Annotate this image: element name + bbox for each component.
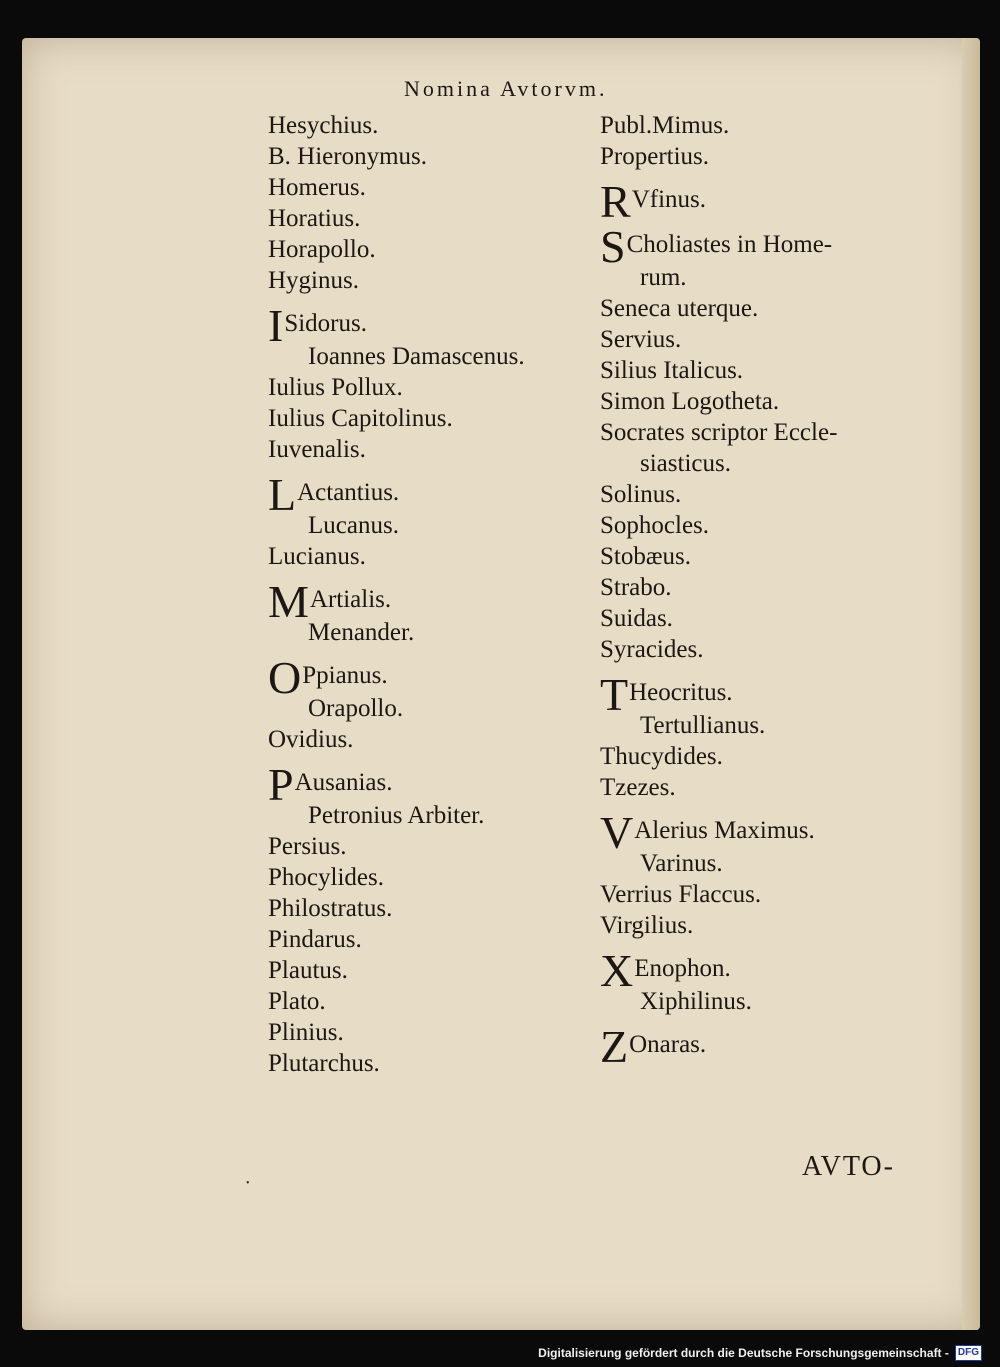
drop-initial: M	[268, 576, 309, 627]
author-name: Strabo.	[600, 574, 672, 601]
author-name: Publ.Mimus.	[600, 112, 730, 139]
author-name: Philostratus.	[268, 895, 393, 922]
drop-initial: Z	[600, 1021, 629, 1072]
author-entry	[600, 910, 930, 941]
section-start-entry	[600, 221, 930, 272]
author-entry	[268, 1048, 598, 1079]
author-entry	[268, 924, 598, 955]
author-name: Horapollo.	[268, 236, 376, 263]
author-entry	[268, 203, 598, 234]
author-name: Pindarus.	[268, 926, 362, 953]
page-header: Nomina Avtorvm.	[404, 76, 608, 101]
author-name: Xiphilinus.	[640, 988, 752, 1015]
author-name: Ppianus.	[302, 662, 388, 689]
author-name: Ioannes Damascenus.	[308, 343, 525, 370]
author-entry-continuation	[600, 710, 930, 741]
section-start-entry	[268, 300, 598, 351]
author-entry	[268, 862, 598, 893]
author-entry-continuation	[268, 800, 598, 831]
author-entry	[600, 324, 930, 355]
drop-initial: L	[268, 469, 297, 520]
section-start-entry	[600, 1021, 930, 1072]
author-name: Thucydides.	[600, 743, 723, 770]
ink-dot: •	[246, 1178, 250, 1189]
drop-initial: O	[268, 652, 302, 703]
author-entry-continuation	[268, 693, 598, 724]
section-start-entry	[268, 469, 598, 520]
author-name: Sophocles.	[600, 512, 710, 539]
author-entry	[268, 110, 598, 141]
author-entry	[268, 986, 598, 1017]
author-name: Socrates scriptor Eccle-	[600, 419, 838, 446]
author-name: Simon Logotheta.	[600, 388, 780, 415]
author-entry	[268, 724, 598, 755]
author-name: Tertullianus.	[640, 712, 766, 739]
author-name: Iulius Capitolinus.	[268, 405, 453, 432]
author-entry	[600, 479, 930, 510]
author-entry	[268, 372, 598, 403]
author-entry	[600, 634, 930, 665]
author-name: Servius.	[600, 326, 682, 353]
author-name: Hesychius.	[268, 112, 379, 139]
author-entry-continuation	[268, 510, 598, 541]
author-name: Silius Italicus.	[600, 357, 744, 384]
author-name: Heocritus.	[629, 679, 733, 706]
author-name: Vfinus.	[631, 186, 706, 213]
drop-initial: X	[600, 945, 634, 996]
page-edge	[962, 38, 980, 1330]
author-name: Sidorus.	[284, 310, 367, 337]
author-name: Virgilius.	[600, 912, 694, 939]
catchword: AVTO-	[802, 1151, 895, 1182]
author-name: Lucianus.	[268, 543, 366, 570]
author-name: Petronius Arbiter.	[308, 802, 485, 829]
author-entry	[268, 141, 598, 172]
author-entry	[268, 831, 598, 862]
author-entry	[268, 172, 598, 203]
right-column	[600, 110, 930, 1072]
author-entry	[600, 110, 930, 141]
author-name: Solinus.	[600, 481, 682, 508]
author-name: Ovidius.	[268, 726, 354, 753]
author-entry	[600, 417, 930, 448]
section-start-entry	[600, 669, 930, 720]
drop-initial: S	[600, 221, 626, 272]
author-entry-continuation	[268, 617, 598, 648]
author-entry	[600, 741, 930, 772]
author-name: Tzezes.	[600, 774, 676, 801]
author-entry-continuation	[600, 448, 930, 479]
author-name: Stobæus.	[600, 543, 692, 570]
author-name: Horatius.	[268, 205, 361, 232]
author-name: Plutarchus.	[268, 1050, 380, 1077]
author-name: Propertius.	[600, 143, 710, 170]
author-entry	[600, 141, 930, 172]
author-entry	[600, 355, 930, 386]
author-name: Choliastes in Home-	[626, 231, 833, 258]
author-name: Hyginus.	[268, 267, 359, 294]
author-entry	[268, 403, 598, 434]
left-column	[268, 110, 598, 1079]
author-name: Orapollo.	[308, 695, 404, 722]
author-name: Phocylides.	[268, 864, 384, 891]
author-name: Iuvenalis.	[268, 436, 366, 463]
drop-initial: T	[600, 669, 629, 720]
section-start-entry	[268, 759, 598, 810]
drop-initial: V	[600, 807, 634, 858]
author-name: Plato.	[268, 988, 326, 1015]
author-entry	[268, 265, 598, 296]
author-name: Ausanias.	[294, 769, 393, 796]
author-name: Onaras.	[629, 1031, 707, 1058]
author-name: Homerus.	[268, 174, 366, 201]
author-name: Suidas.	[600, 605, 673, 632]
author-entry-continuation	[600, 848, 930, 879]
dfg-logo: DFG	[955, 1345, 982, 1361]
author-name: rum.	[640, 264, 687, 291]
section-start-entry	[600, 807, 930, 858]
author-name: Enophon.	[634, 955, 731, 982]
author-name: siasticus.	[640, 450, 731, 477]
author-name: Menander.	[308, 619, 415, 646]
author-name: Alerius Maximus.	[634, 817, 815, 844]
author-name: Persius.	[268, 833, 347, 860]
section-start-entry	[268, 652, 598, 703]
author-name: Lucanus.	[308, 512, 399, 539]
author-entry	[600, 572, 930, 603]
author-entry	[600, 386, 930, 417]
author-name: Syracides.	[600, 636, 704, 663]
author-entry	[600, 603, 930, 634]
author-name: Seneca uterque.	[600, 295, 759, 322]
author-entry	[600, 510, 930, 541]
section-start-entry	[600, 176, 930, 227]
author-entry	[268, 234, 598, 265]
author-name: B. Hieronymus.	[268, 143, 428, 170]
author-name: Plautus.	[268, 957, 348, 984]
author-entry	[600, 879, 930, 910]
section-start-entry	[268, 576, 598, 627]
author-entry	[268, 541, 598, 572]
author-name: Verrius Flaccus.	[600, 881, 762, 908]
author-name: Varinus.	[640, 850, 723, 877]
drop-initial: R	[600, 176, 631, 227]
author-entry-continuation	[600, 986, 930, 1017]
footer-credit	[538, 1342, 982, 1364]
author-entry-continuation	[268, 341, 598, 372]
drop-initial: I	[268, 300, 284, 351]
author-entry	[600, 293, 930, 324]
section-start-entry	[600, 945, 930, 996]
author-name: Artialis.	[309, 586, 392, 613]
author-name: Iulius Pollux.	[268, 374, 403, 401]
author-entry	[268, 1017, 598, 1048]
footer-text: Digitalisierung gefördert durch die Deutsche Forschungsgemeinschaft -	[538, 1346, 949, 1360]
author-entry	[268, 434, 598, 465]
author-entry	[600, 541, 930, 572]
drop-initial: P	[268, 759, 294, 810]
author-entry	[600, 772, 930, 803]
author-entry	[268, 893, 598, 924]
author-name: Actantius.	[297, 479, 400, 506]
author-entry-continuation	[600, 262, 930, 293]
author-entry	[268, 955, 598, 986]
author-name: Plinius.	[268, 1019, 344, 1046]
